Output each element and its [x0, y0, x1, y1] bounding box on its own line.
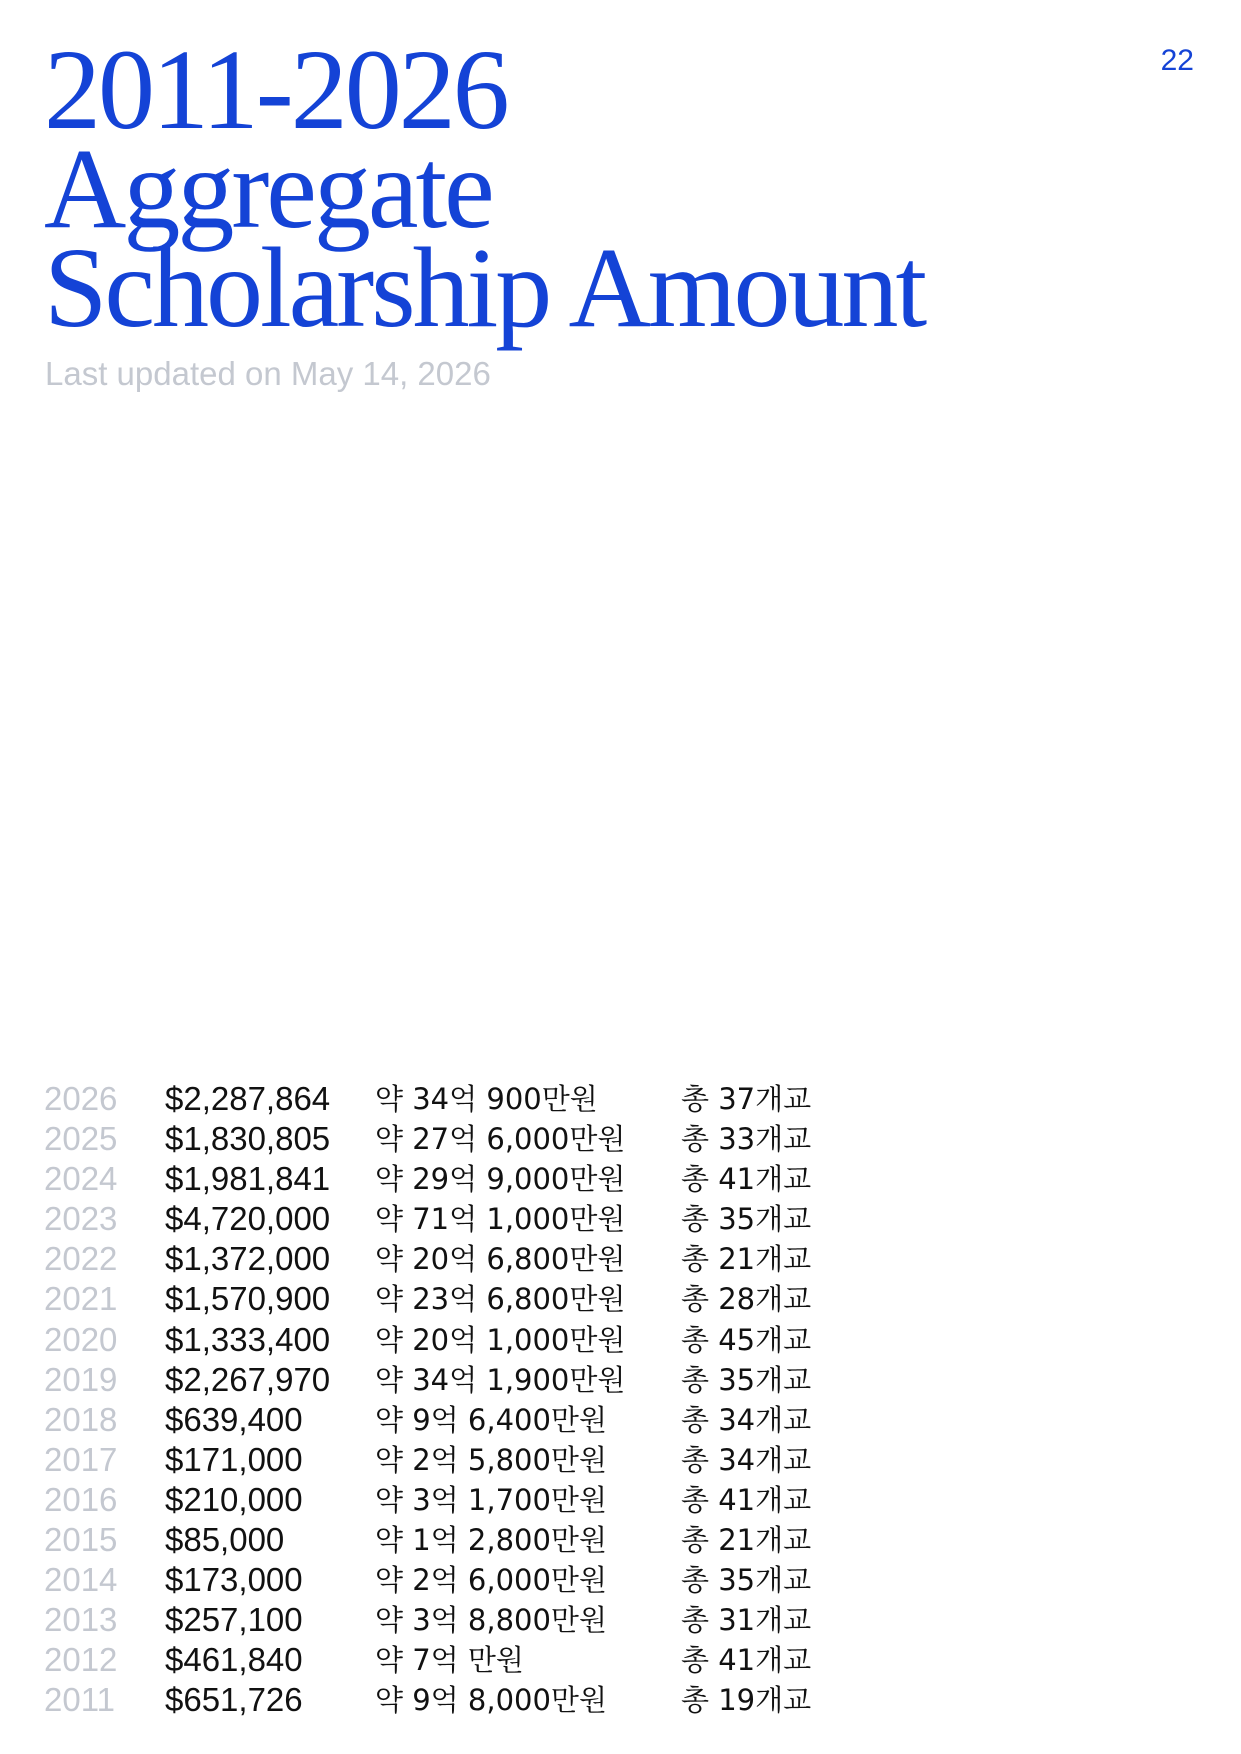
krw-amount-cell: 약 2억 6,000만원	[375, 1563, 607, 1598]
usd-amount-cell: $2,287,864	[165, 1080, 331, 1117]
school-count-cell: 총 28개교	[681, 1282, 812, 1317]
school-count-cell: 총 34개교	[681, 1402, 812, 1437]
usd-amount-cell: $2,267,970	[165, 1360, 331, 1398]
year-cell: 2023	[44, 1200, 118, 1238]
usd-amount-cell: $639,400	[165, 1400, 303, 1438]
school-count-cell: 총 45개교	[681, 1322, 812, 1357]
year-cell: 2015	[44, 1521, 118, 1559]
krw-amount-cell: 약 9억 6,400만원	[375, 1402, 607, 1437]
krw-amount-cell: 약 23억 6,800만원	[375, 1282, 626, 1317]
school-count-cell: 총 35개교	[681, 1202, 812, 1237]
usd-amount-cell: $461,840	[165, 1641, 303, 1679]
table-row	[44, 1600, 864, 1640]
page-number: 22	[1160, 44, 1194, 77]
krw-amount-cell: 약 3억 1,700만원	[375, 1482, 607, 1517]
krw-amount-cell: 약 34억 900만원	[375, 1082, 598, 1116]
year-cell: 2013	[44, 1601, 118, 1639]
table-row	[44, 1480, 864, 1520]
table-row	[44, 1320, 864, 1360]
usd-amount-cell: $210,000	[165, 1480, 303, 1518]
scholarship-table	[44, 1079, 864, 1721]
year-cell: 2014	[44, 1561, 118, 1599]
krw-amount-cell: 약 2억 5,800만원	[375, 1442, 607, 1477]
school-count-cell: 총 35개교	[681, 1563, 812, 1598]
usd-amount-cell: $173,000	[165, 1561, 303, 1599]
year-cell: 2011	[44, 1681, 115, 1719]
krw-amount-cell: 약 20억 6,800만원	[375, 1242, 626, 1277]
table-row	[44, 1119, 864, 1159]
year-cell: 2020	[44, 1320, 118, 1358]
table-row	[44, 1199, 864, 1239]
year-cell: 2026	[44, 1080, 118, 1117]
year-cell: 2017	[44, 1440, 118, 1478]
usd-amount-cell: $171,000	[165, 1440, 303, 1478]
table-row	[44, 1159, 864, 1199]
school-count-cell: 총 19개교	[681, 1683, 812, 1718]
school-count-cell: 총 31개교	[681, 1603, 812, 1638]
title-line: Aggregate	[44, 125, 492, 252]
usd-amount-cell: $1,570,900	[165, 1280, 331, 1318]
school-count-cell: 총 35개교	[681, 1362, 812, 1397]
usd-amount-cell: $257,100	[165, 1601, 303, 1639]
usd-amount-cell: $1,333,400	[165, 1320, 331, 1358]
usd-amount-cell: $1,372,000	[165, 1240, 331, 1278]
krw-amount-cell: 약 34억 1,900만원	[375, 1362, 626, 1397]
krw-amount-cell: 약 27억 6,000만원	[375, 1122, 626, 1157]
year-cell: 2012	[44, 1641, 118, 1679]
year-cell: 2022	[44, 1240, 118, 1278]
school-count-cell: 총 34개교	[681, 1442, 812, 1477]
krw-amount-cell: 약 1억 2,800만원	[375, 1523, 607, 1558]
krw-amount-cell: 약 20억 1,000만원	[375, 1322, 626, 1357]
school-count-cell: 총 41개교	[681, 1162, 812, 1197]
usd-amount-cell: $4,720,000	[165, 1200, 331, 1238]
table-row	[44, 1640, 864, 1680]
krw-amount-cell: 약 9억 8,000만원	[375, 1683, 607, 1718]
table-row	[44, 1279, 864, 1319]
usd-amount-cell: $85,000	[165, 1521, 285, 1559]
year-cell: 2021	[44, 1280, 118, 1318]
krw-amount-cell: 약 71억 1,000만원	[375, 1202, 626, 1237]
last-updated-text: Last updated on May 14, 2026	[45, 355, 491, 392]
table-row	[44, 1239, 864, 1279]
table-row	[44, 1400, 864, 1440]
table-row	[44, 1560, 864, 1600]
school-count-cell: 총 37개교	[681, 1082, 812, 1116]
usd-amount-cell: $1,830,805	[165, 1120, 331, 1158]
title-line: 2011-2026	[44, 26, 507, 153]
krw-amount-cell: 약 3억 8,800만원	[375, 1603, 607, 1638]
year-cell: 2024	[44, 1160, 118, 1198]
table-row	[44, 1680, 864, 1720]
table-row	[44, 1520, 864, 1560]
table-row	[44, 1079, 864, 1119]
school-count-cell: 총 21개교	[681, 1523, 812, 1558]
usd-amount-cell: $1,981,841	[165, 1160, 331, 1198]
table-row	[44, 1440, 864, 1480]
school-count-cell: 총 41개교	[681, 1643, 812, 1678]
krw-amount-cell: 약 7억 만원	[375, 1643, 524, 1678]
title-line: Scholarship Amount	[44, 224, 925, 351]
year-cell: 2018	[44, 1400, 118, 1438]
school-count-cell: 총 33개교	[681, 1122, 812, 1157]
school-count-cell: 총 41개교	[681, 1482, 812, 1517]
krw-amount-cell: 약 29억 9,000만원	[375, 1162, 626, 1197]
school-count-cell: 총 21개교	[681, 1242, 812, 1277]
table-row	[44, 1360, 864, 1400]
usd-amount-cell: $651,726	[165, 1681, 303, 1719]
year-cell: 2019	[44, 1360, 118, 1398]
page-title	[44, 26, 925, 351]
year-cell: 2016	[44, 1480, 118, 1518]
year-cell: 2025	[44, 1120, 118, 1158]
